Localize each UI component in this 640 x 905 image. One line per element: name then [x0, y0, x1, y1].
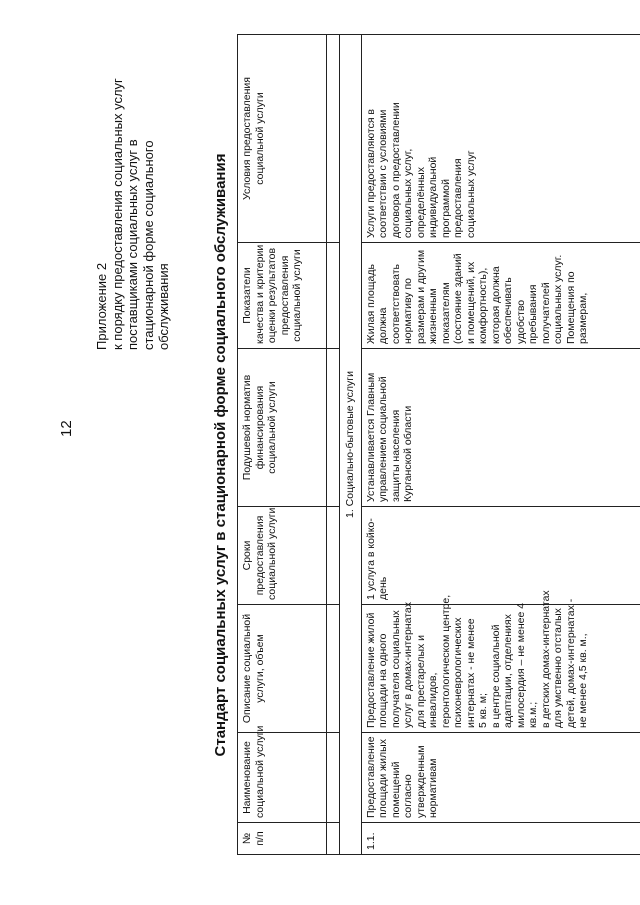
- table-row: [361, 35, 640, 855]
- section-title: 1. Социально-бытовые услуги: [340, 35, 362, 855]
- appendix-heading: [94, 20, 172, 350]
- table-header-row: [238, 35, 327, 855]
- header-number: № п/п: [238, 823, 327, 855]
- header-conditions: Условия предоставления социальной услуги: [238, 35, 327, 243]
- page-number: 12: [58, 420, 75, 437]
- row-conditions: Услуги предоставляются в соответствии с условиями договора о предоставлении социальных услуг, определённых индивидуальной программой предоставления социальных услуг: [361, 35, 640, 243]
- header-description: Описание социальной услуги, объем: [238, 605, 327, 733]
- row-terms: 1 услуга в койко- день: [361, 507, 640, 605]
- document-title: Стандарт социальных услуг в стационарной форме социального обслуживания: [212, 153, 229, 757]
- header-name: Наименование социальной услуги: [238, 733, 327, 823]
- header-terms: Сроки предоставления социальной услуги: [238, 507, 327, 605]
- row-norm: Устанавливается Главным управлением социальной защиты населения Курганской области: [361, 349, 640, 507]
- appendix-line: к порядку предоставления социальных услуг: [109, 78, 125, 350]
- appendix-line: Приложение 2: [94, 262, 109, 350]
- header-quality: Показатели качества и критерии оценки результатов предоставления социальной услуги: [238, 243, 327, 349]
- table-empty-row: [327, 35, 340, 855]
- row-description: Предоставление жилой площади на одного получателя социальных услуг в домах-интернатах для престарелых и инвалидов, геронтологическом центре, психоневрологических интернатах - не менее 5 кв. м; в центре социальной адаптации, отделениях милосердия – не менее 4 кв.м.; в детских домах-интернатах для умственно отсталых детей, домах-интернатах - не менее 4,5 кв. м.,: [361, 605, 640, 733]
- row-name: Предоставление площади жилых помещений согласно утвержденным нормативам: [361, 733, 640, 823]
- row-quality: Жилая площадь должна соответствовать нормативу по размерам и другим жизненным показателям (состояние зданий и помещений, их комфортность), которая должна обеспечивать удобство пребывания получателей социальных услуг. Помещения по размерам,: [361, 243, 640, 349]
- standard-table: [237, 34, 640, 855]
- appendix-line: обслуживания: [156, 263, 171, 350]
- row-number: 1.1.: [361, 823, 640, 855]
- header-norm: Подушевой норматив финансирования социальной услуги: [238, 349, 327, 507]
- appendix-line: поставщиками социальных услуг в: [125, 139, 140, 350]
- appendix-line: стационарной форме социального: [140, 140, 156, 350]
- section-row: [340, 35, 362, 855]
